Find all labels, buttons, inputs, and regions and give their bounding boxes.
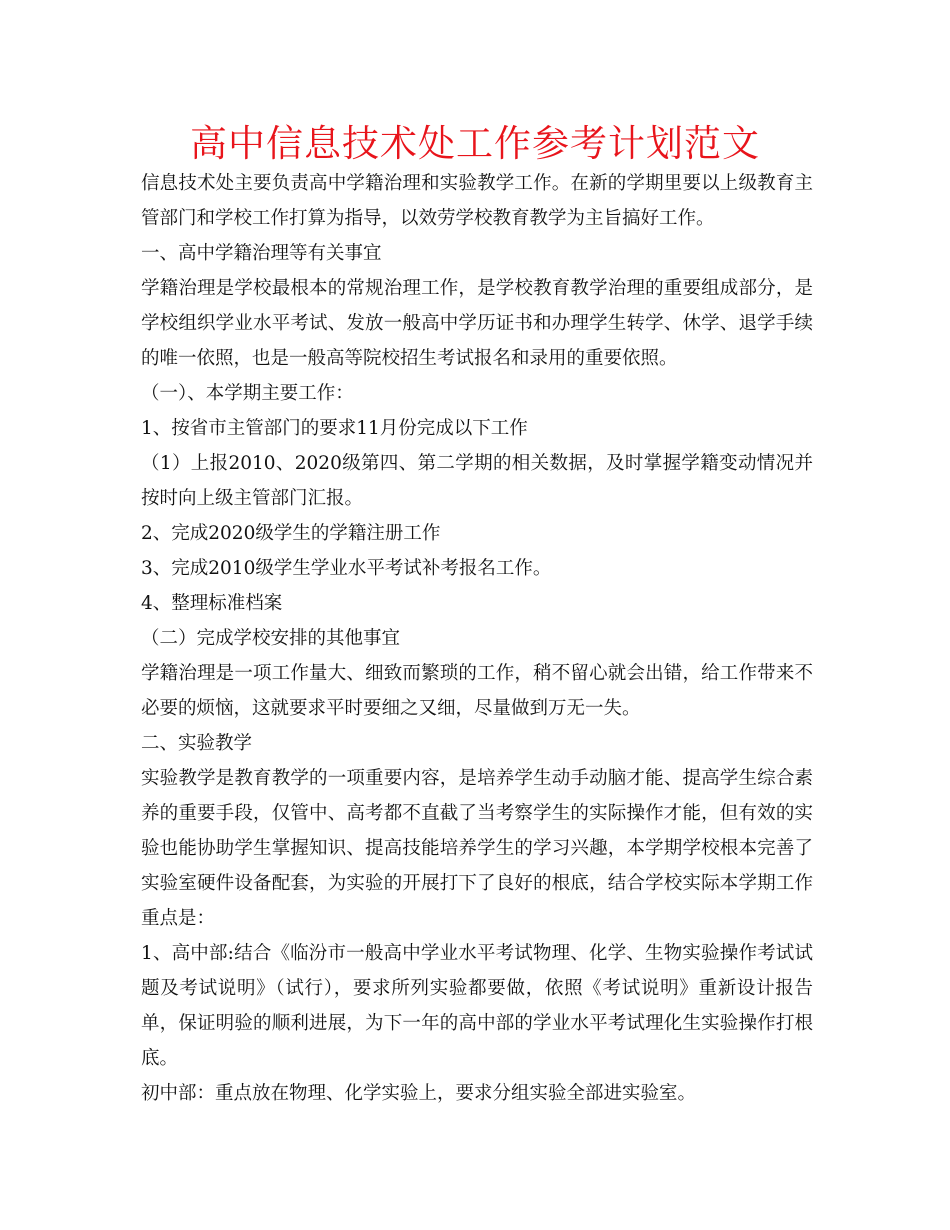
experiment-overview-paragraph: 实验教学是教育教学的一项重要内容，是培养学生动手动脑才能、提高学生综合素养的重要手段，仅管中、高考都不直截了当考察学生的实际操作才能，但有效的实验也能协助学生掌握知识、提高技能培养学生的学习兴趣，本学期学校根本完善了实验室硬件设备配套，为实验的开展打下了良好的根底，结合学校实际本学期工作重点是： bbox=[141, 768, 813, 929]
experiment-high-school-paragraph: 1、高中部:结合《临汾市一般高中学业水平考试物理、化学、生物实验操作考试试题及考试说明》（试行），要求所列实验都要做，依照《考试说明》重新设计报告单，保证明验的顺利进展，为下一年的高中部的学业水平考试理化生实验操作打根底。 bbox=[141, 943, 813, 1069]
list-item-4: 4、整理标准档案 bbox=[141, 593, 283, 614]
document-body bbox=[141, 166, 813, 1111]
list-item-3: 3、完成2010级学生学业水平考试补考报名工作。 bbox=[141, 558, 552, 579]
list-item-1: 1、按省市主管部门的要求11月份完成以下工作 bbox=[141, 418, 528, 439]
list-item-2: 2、完成2020级学生的学籍注册工作 bbox=[141, 523, 441, 544]
document-title: 高中信息技术处工作参考计划范文 bbox=[190, 122, 760, 165]
experiment-middle-school-paragraph: 初中部：重点放在物理、化学实验上，要求分组实验全部进实验室。 bbox=[141, 1083, 697, 1104]
records-note-paragraph: 学籍治理是一项工作量大、细致而繁琐的工作，稍不留心就会出错，给工作带来不必要的烦恼，这就要求平时要细之又细，尽量做到万无一失。 bbox=[141, 663, 813, 719]
intro-paragraph: 信息技术处主要负责高中学籍治理和实验教学工作。在新的学期里要以上级教育主管部门和学校工作打算为指导，以效劳学校教育教学为主旨搞好工作。 bbox=[141, 173, 813, 229]
list-subitem-1: （1）上报2010、2020级第四、第二学期的相关数据，及时掌握学籍变动情况并按时向上级主管部门汇报。 bbox=[141, 453, 813, 509]
section-heading-student-records: 一、高中学籍治理等有关事宜 bbox=[141, 243, 382, 264]
records-overview-paragraph: 学籍治理是学校最根本的常规治理工作，是学校教育教学治理的重要组成部分，是学校组织学业水平考试、发放一般高中学历证书和办理学生转学、休学、退学手续的唯一依照，也是一般高等院校招生考试报名和录用的重要依照。 bbox=[141, 278, 813, 369]
subsection-heading-main-work: （一）、本学期主要工作： bbox=[141, 383, 354, 404]
subsection-heading-other-tasks: （二）完成学校安排的其他事宜 bbox=[141, 628, 401, 649]
section-heading-experiment-teaching: 二、实验教学 bbox=[141, 733, 253, 754]
